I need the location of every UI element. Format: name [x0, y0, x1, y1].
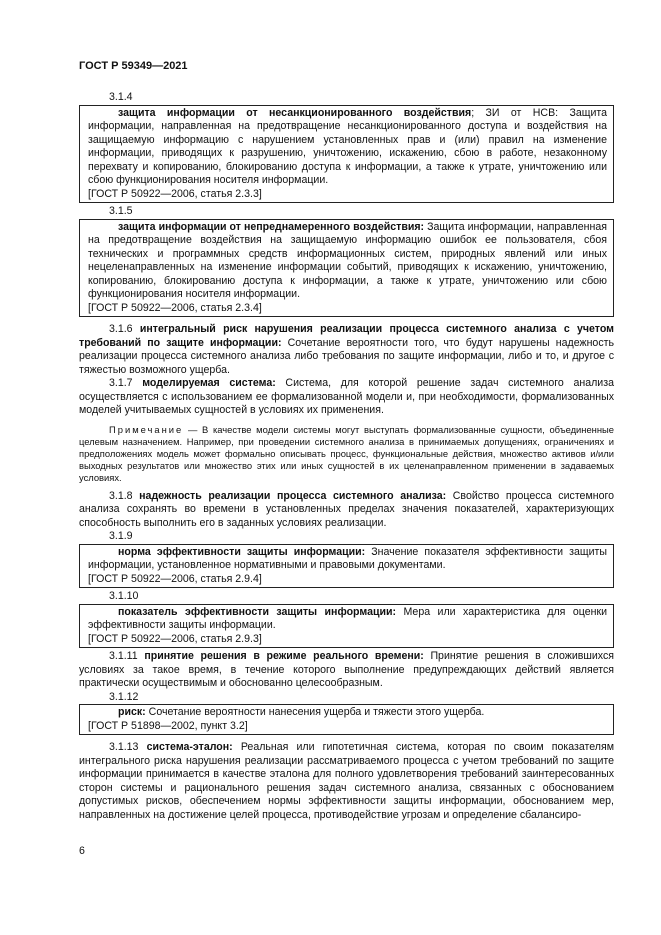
section-number: 3.1.9: [109, 530, 133, 542]
definition-text: Сочетание вероятности нанесения ущерба и тяжести этого ущерба.: [145, 706, 485, 718]
definition-paragraph: [88, 546, 607, 573]
definition-text: Система, для которой решение задач системного анализа осуществляется с использованием ее формализованной модели и, при необходимости, формализованных моделей учитываемых сущностей в условиях их применения.: [79, 377, 614, 416]
term: норма эффективности защиты информации:: [118, 545, 366, 558]
definition-text: Значение показателя эффективности защиты информации, установленное нормативными и правовыми документами.: [88, 545, 607, 571]
source-reference: [ГОСТ Р 50922—2006, статья 2.9.3]: [88, 632, 262, 645]
term: надежность реализации процесса системного анализа:: [139, 489, 447, 502]
definition-paragraph: [88, 706, 607, 720]
source-reference: [ГОСТ Р 50922—2006, статья 2.3.4]: [88, 301, 262, 314]
definition-box: [79, 604, 614, 649]
definition-box: [79, 544, 614, 589]
term: принятие решения в режиме реального времени:: [144, 650, 424, 662]
definition-text: Защита информации, направленная на предотвращение воздействия на защищаемую информацию ошибок ее пользователя, сбоя технических и программных средств информационных систем, природных явлений или иных нецеленаправленных на изменение информации событий, приводящих к искажению, уничтожению, копированию, блокированию доступа к информации, а также к утрате, уничтожению или сбою функционирования носителя информации.: [88, 220, 607, 300]
section-number: 3.1.7: [109, 377, 133, 389]
definition-box: [79, 105, 614, 204]
section-number: 3.1.12: [109, 690, 139, 703]
term: защита информации от непреднамеренного воздействия:: [118, 220, 425, 233]
definition-box: [79, 704, 614, 735]
term: риск:: [118, 706, 146, 718]
section-number: 3.1.10: [109, 590, 139, 602]
source-reference: [ГОСТ Р 50922—2006, статья 2.9.4]: [88, 572, 262, 585]
definition-paragraph: [79, 741, 614, 822]
page-number: 6: [79, 845, 85, 857]
definition-text: Мера или характеристика для оценки эффективности защиты информации.: [88, 605, 607, 631]
term: система-эталон:: [146, 741, 233, 753]
section-number: 3.1.5: [109, 205, 133, 217]
definition-paragraph: [79, 650, 614, 691]
definition-paragraph: [88, 606, 607, 633]
term: моделируемая система:: [142, 377, 276, 389]
definition-paragraph: [79, 490, 614, 531]
definition-paragraph: [88, 221, 607, 302]
definition-text: Реальная или гипотетичная система, которая по своим показателям интегрального риска нарушения реализации рассматриваемого процесса с учетом требований по защите информации принимается в качестве эталона для полного удовлетворения требований заинтересованных сторон системы и рационального решения задач системного анализа, связанных с обоснованием допустимых рисков, обеспечением нормы эффективности защиты информации, обоснованием мер, направленных на достижение целей процесса, противодействие угрозам и определение сбалансиро-: [79, 741, 614, 821]
definition-paragraph: [79, 323, 614, 377]
definition-text: Свойство процесса системного анализа сохранять во времени в установленных пределах значения показателей, характеризующих способность выполнить его в заданных условиях реализации.: [79, 489, 614, 529]
section-number: 3.1.11: [109, 650, 138, 662]
section-number: 3.1.4: [109, 91, 133, 103]
source-reference: [ГОСТ Р 50922—2006, статья 2.3.3]: [88, 187, 262, 200]
note-label: Примечание: [109, 423, 184, 435]
term: защита информации от несанкционированного воздействия: [118, 106, 472, 119]
definition-paragraph: [88, 107, 607, 188]
section-number: 3.1.8: [109, 489, 133, 502]
note-paragraph: [79, 424, 614, 484]
section-number: 3.1.13: [109, 741, 139, 753]
document-body: [79, 91, 614, 822]
definition-text: Сочетание вероятности того, что будут нарушены надежность реализации процесса системного анализа либо требования по защите информации, либо и то, и другое с тяжестью возможного ущерба.: [79, 336, 614, 376]
term: интегральный риск нарушения реализации процесса системного анализа с учетом требований по защите информации:: [79, 323, 614, 349]
note-text: — В качестве модели системы могут выступать формализованные сущности, объединенные целевым назначением. Например, при проведении системного анализа в принимаемых допущениях, ограничениях и предположениях модель может формально описывать процесс, функциональные действия, множество активов и/или выходных результатов или множество этих или иных сущностей в их целенаправленном применении в задаваемых условиях.: [79, 423, 614, 483]
term: показатель эффективности защиты информации:: [118, 605, 397, 618]
definition-paragraph: [79, 377, 614, 418]
document-header: ГОСТ Р 59349—2021: [79, 60, 188, 72]
definition-text: Принятие решения в сложившихся условиях за такое время, в течение которого выполнение предупреждающих действий является практически осуществимым и обоснованно целесообразным.: [79, 650, 614, 689]
definition-text: ; ЗИ от НСВ: Защита информации, направленная на предотвращение несанкционированного доступа и воздействия на защищаемую информацию с нарушением установленных прав и (или) правил на изменение информации, приводящих к разрушению, уничтожению, искажению, сбою в работе, незаконному перехвату и копированию, блокированию доступа к информации, а также к утрате, уничтожению или сбою функционирования носителя информации.: [88, 106, 607, 186]
definition-box: [79, 219, 614, 318]
section-number: 3.1.6: [109, 323, 133, 335]
source-reference: [ГОСТ Р 51898—2002, пункт 3.2]: [88, 719, 248, 732]
